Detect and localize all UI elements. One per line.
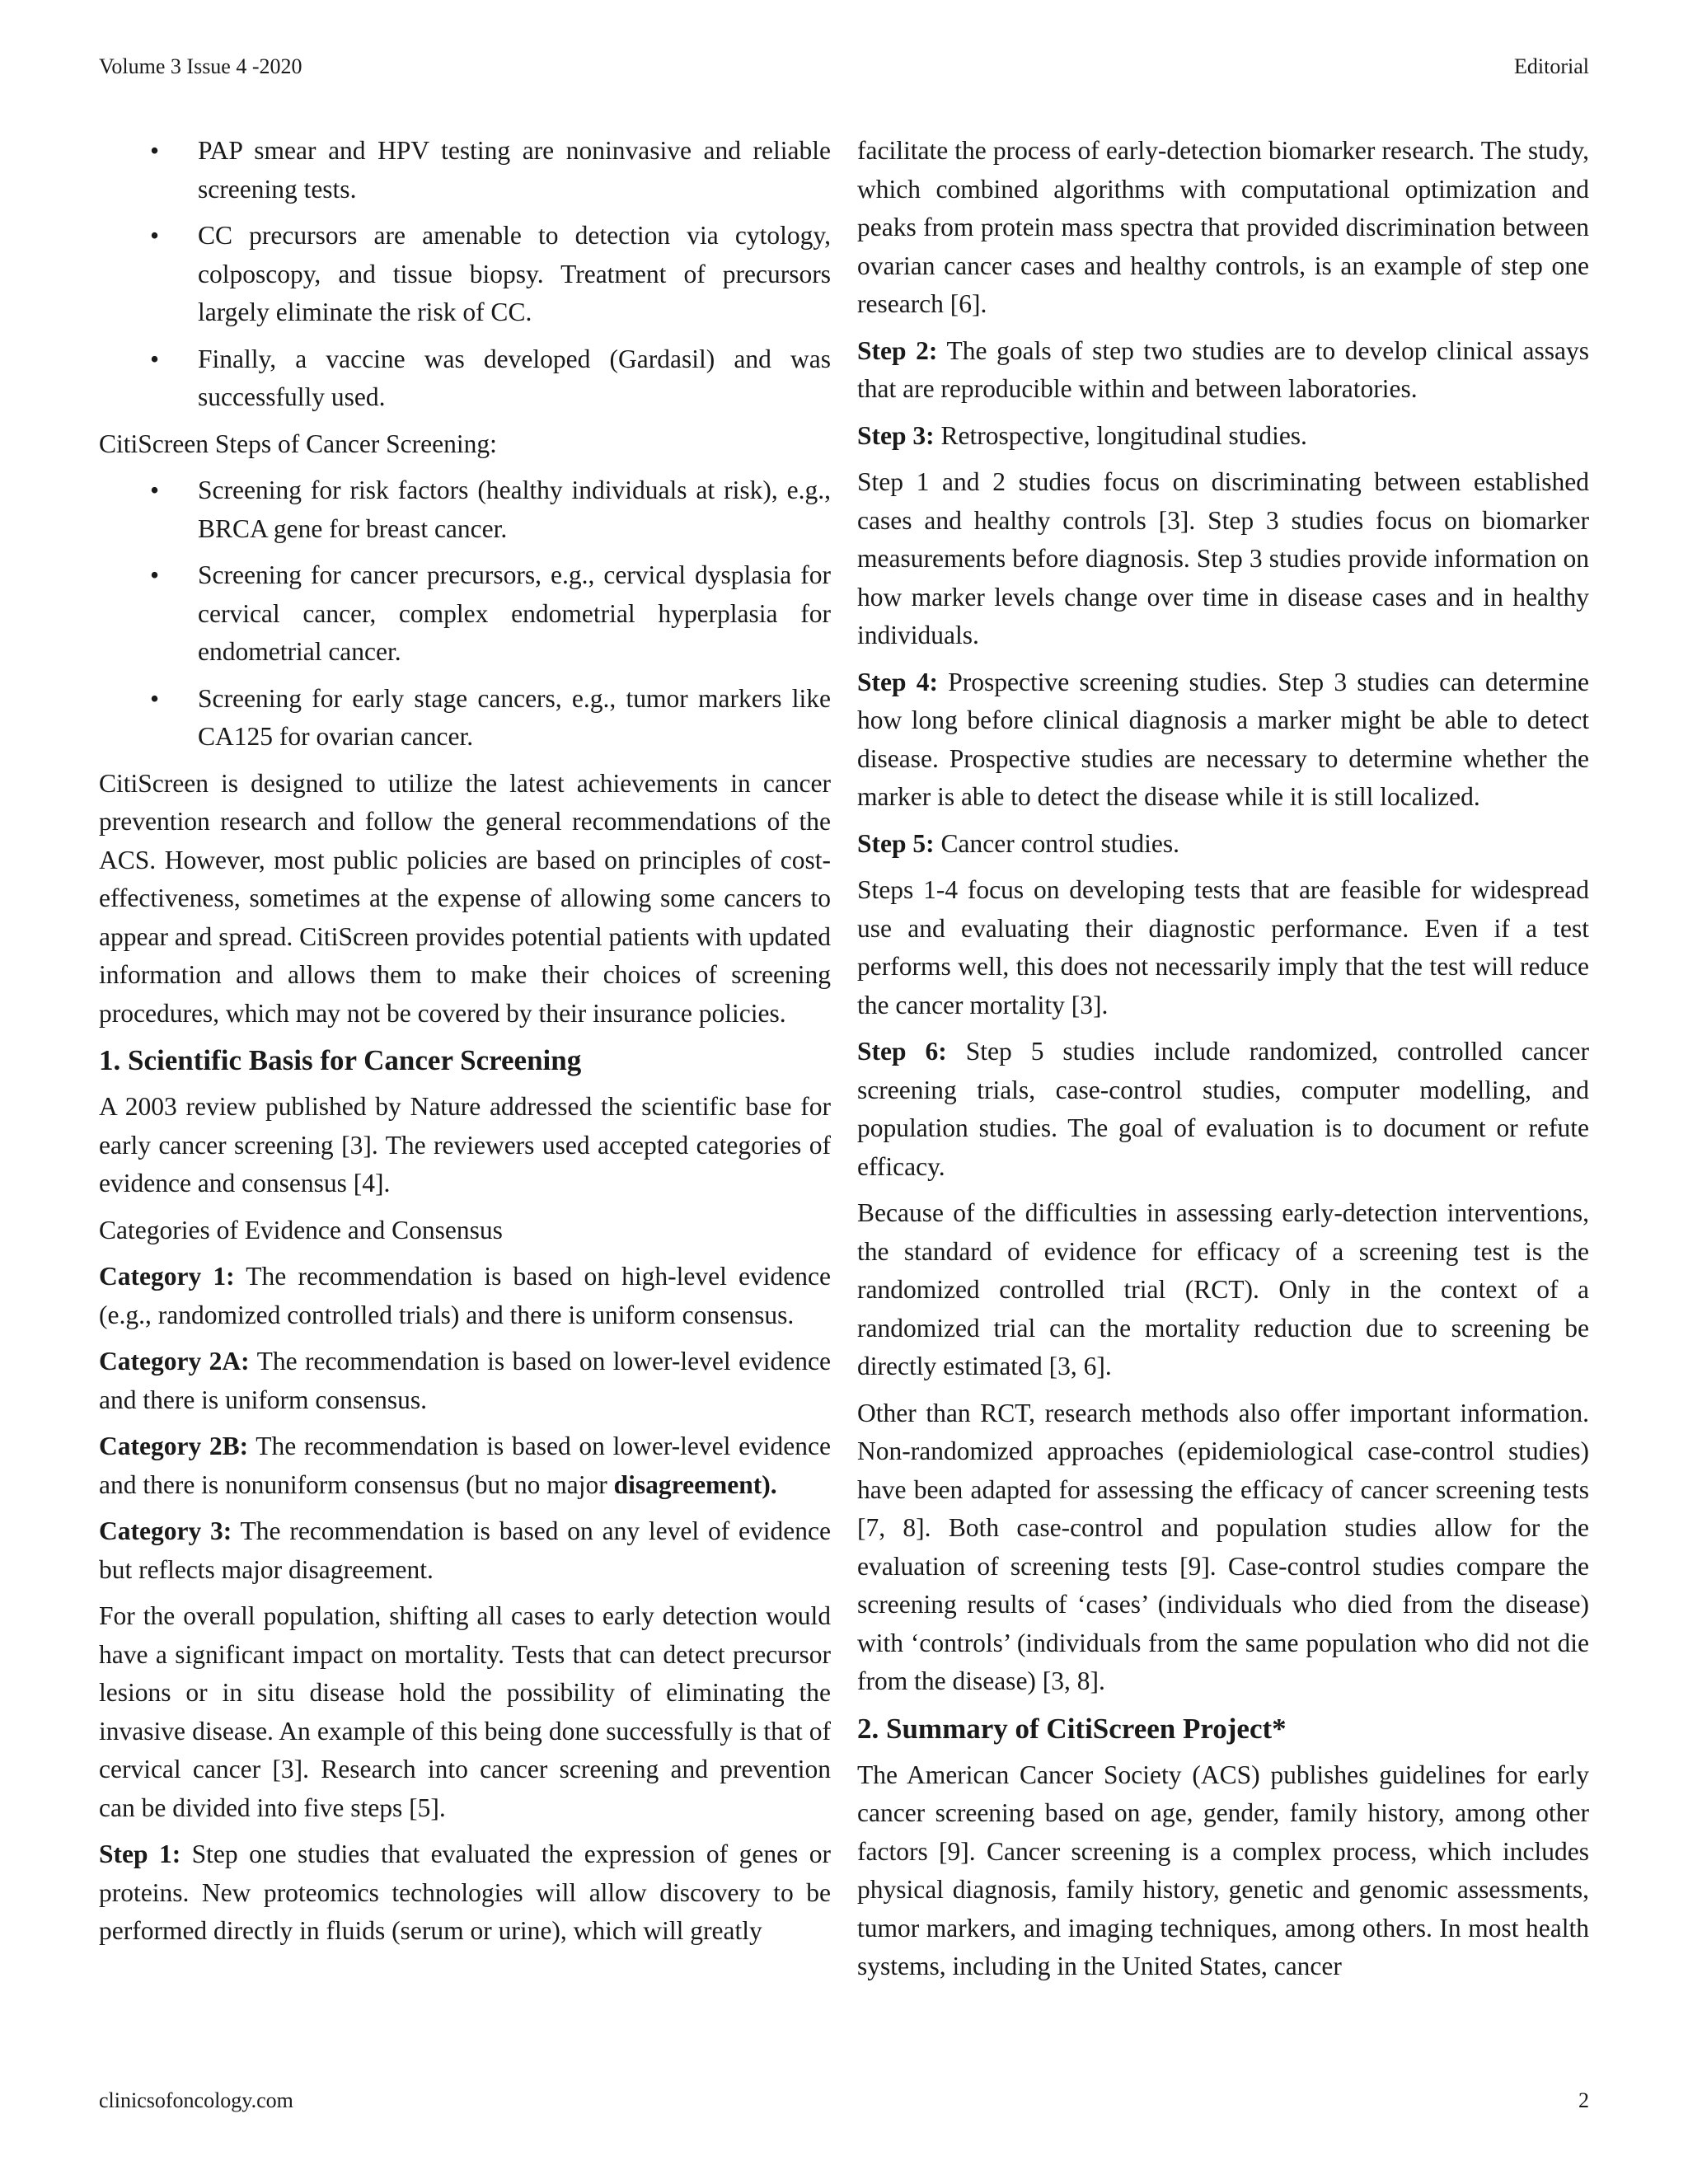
- footer-site: clinicsofoncology.com: [99, 2088, 293, 2112]
- category-1: Category 1: The recommendation is based on high-level evidence (e.g., randomized controlled trials) and there is uniform consensus.: [99, 1262, 831, 1329]
- paragraph-other: Other than RCT, research methods also offer important information. Non-randomized approaches (epidemiological case-control studies) have been adapted for assessing the efficacy of cancer screening tests [7, 8]. Both case-control and population studies allow for the evaluation of screening tests [9]. Case-control studies compare the screening results of ‘cases’ (individuals who died from the disease) with ‘controls’ (individuals from the same population who did not die from the disease) [3, 8].: [857, 1398, 1589, 1695]
- right-column: [857, 132, 1589, 1994]
- bullet-icon: •: [150, 683, 160, 713]
- paragraph-step12: Step 1 and 2 studies focus on discriminating between established cases and healthy controls [3]. Step 3 studies focus on biomarker measurements before diagnosis. Step 3 studies provide information on how marker levels change over time in disease cases and in healthy individuals.: [857, 467, 1589, 649]
- bullet-icon: •: [150, 221, 160, 250]
- list-item: • CC precursors are amenable to detection via cytology, colposcopy, and tissue biopsy. Treatment of precursors largely eliminate the risk of CC.: [99, 217, 831, 332]
- paragraph-acs: The American Cancer Society (ACS) publishes guidelines for early cancer screening based on age, gender, family history, among other factors [9]. Cancer screening is a complex process, which includes physical diagnosis, family history, genetic and genomic assessments, tumor markers, and imaging techniques, among others. In most health systems, including in the United States, cancer: [857, 1760, 1589, 1980]
- list-item: • Screening for early stage cancers, e.g., tumor markers like CA125 for ovarian cancer.: [99, 680, 831, 757]
- list-item: • Finally, a vaccine was developed (Gardasil) and was successfully used.: [99, 340, 831, 417]
- step-2: Step 2: The goals of step two studies are to develop clinical assays that are reproducible within and between laboratories.: [857, 335, 1590, 403]
- step-6: Step 6: Step 5 studies include randomized, controlled cancer screening trials, case-control studies, computer modelling, and population studies. The goal of evaluation is to document or refute efficacy.: [857, 1037, 1590, 1181]
- steps-heading: CitiScreen Steps of Cancer Screening:: [99, 429, 497, 458]
- bullet-icon: •: [150, 476, 160, 504]
- step-1-continued: facilitate the process of early-detection biomarker research. The study, which combined algorithms with computational optimization and peaks from protein mass spectra that provided discrimination between ovarian cancer cases and healthy controls, is an example of step one research [6].: [857, 136, 1589, 318]
- paragraph-rct: Because of the difficulties in assessing early-detection interventions, the standard of evidence for efficacy of a screening test is the randomized controlled trial (RCT). Only in the context of a randomized trial can the mortality reduction due to screening be directly estimated [3, 6].: [857, 1198, 1589, 1380]
- step-5: Step 5: Cancer control studies.: [857, 828, 1180, 858]
- step-4: Step 4: Prospective screening studies. Step 3 studies can determine how long before clinical diagnosis a marker might be able to detect disease. Prospective studies are necessary to determine whether the marker is able to detect the disease while it is still localized.: [857, 667, 1589, 811]
- section-1-title: 1. Scientific Basis for Cancer Screening: [99, 1044, 582, 1076]
- bullet-icon: •: [150, 136, 160, 165]
- category-2a: Category 2A: The recommendation is based on lower-level evidence and there is uniform consensus.: [99, 1347, 831, 1414]
- list-item: • Screening for risk factors (healthy individuals at risk), e.g., BRCA gene for breast cancer.: [99, 471, 831, 548]
- section-2-title: 2. Summary of CitiScreen Project*: [857, 1712, 1287, 1745]
- paragraph-population: For the overall population, shifting all cases to early detection would have a significant impact on mortality. Tests that can detect precursor lesions or in situ disease hold the possibility of eliminating the invasive disease. An example of this being done successfully is that of cervical cancer [3]. Research into cancer screening and prevention can be divided into five steps [5].: [99, 1601, 831, 1822]
- categories-heading: Categories of Evidence and Consensus: [99, 1215, 503, 1244]
- step-1: Step 1: Step one studies that evaluated the expression of genes or proteins. New proteomics technologies will allow discovery to be performed directly in fluids (serum or urine), which will greatly: [99, 1840, 831, 1945]
- paragraph-design: CitiScreen is designed to utilize the latest achievements in cancer prevention research and follow the general recommendations of the ACS. However, most public policies are based on principles of cost-effectiveness, sometimes at the expense of allowing some cancers to appear and spread. CitiScreen provides potential patients with updated information and allows them to make their choices of screening procedures, which may not be covered by their insurance policies.: [99, 768, 831, 1028]
- paragraph-steps14: Steps 1-4 focus on developing tests that are feasible for widespread use and evaluating their diagnostic performance. Even if a test performs well, this does not necessarily imply that the test will reduce the cancer mortality [3].: [857, 875, 1589, 1019]
- bullet-list-cc: [99, 132, 831, 417]
- paragraph-review: A 2003 review published by Nature addressed the scientific base for early cancer screening [3]. The reviewers used accepted categories of evidence and consensus [4].: [99, 1092, 831, 1197]
- journal-volume: Volume 3 Issue 4 -2020: [99, 54, 302, 78]
- bullet-icon: •: [150, 344, 160, 373]
- page-number: 2: [1578, 2088, 1589, 2112]
- left-column: [99, 132, 831, 1959]
- list-item: • Screening for cancer precursors, e.g., cervical dysplasia for cervical cancer, complex endometrial hyperplasia for endometrial cancer.: [99, 556, 831, 672]
- category-2b: Category 2B: The recommendation is based on lower-level evidence and there is nonuniform consensus (but no major disagreement).: [99, 1432, 831, 1499]
- category-3: Category 3: The recommendation is based on any level of evidence but reflects major disagreement.: [99, 1516, 831, 1584]
- bullet-icon: •: [150, 560, 160, 589]
- list-item: • PAP smear and HPV testing are noninvasive and reliable screening tests.: [99, 132, 831, 209]
- article-type: Editorial: [1514, 54, 1589, 78]
- step-3: Step 3: Retrospective, longitudinal studies.: [857, 420, 1307, 450]
- bullet-list-steps: [99, 471, 831, 757]
